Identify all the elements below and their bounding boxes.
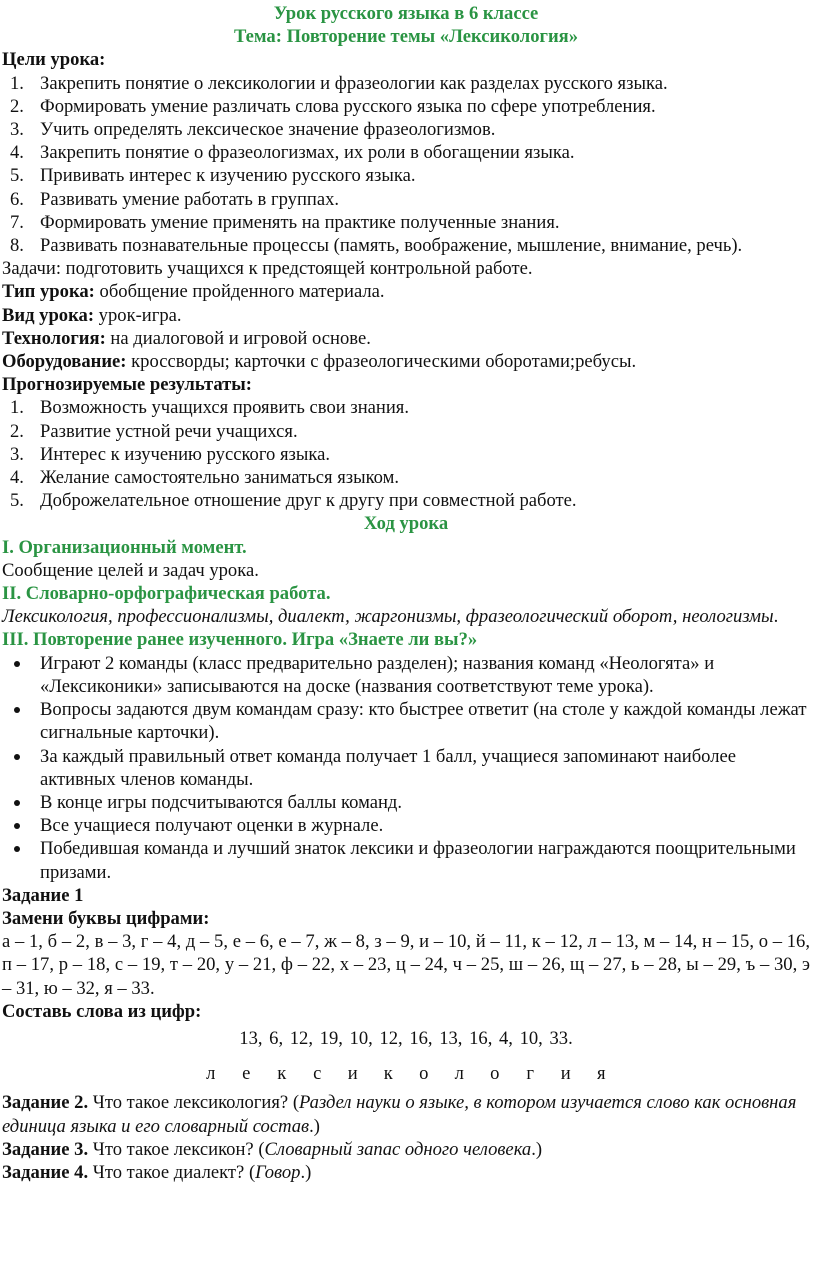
answer-letter: о: [490, 1063, 500, 1085]
answer-letter: и: [347, 1063, 358, 1085]
list-item: 5. Прививать интерес к изучению русского языка.: [10, 165, 416, 187]
list-item: 3. Интерес к изучению русского языка.: [10, 443, 330, 465]
list-item: Победившая команда и лучший знаток лексики и фразеологии награждаются поощрительными призами.: [2, 837, 810, 883]
list-item: 2. Формировать умение различать слова русского языка по сфере употребления.: [10, 95, 656, 117]
list-item: 7. Формировать умение применять на практике полученные знания.: [10, 211, 560, 233]
task-4: Задание 4. Что такое диалект? (Говор.): [2, 1161, 312, 1183]
list-item: 8. Развивать познавательные процессы (память, воображение, мышление, внимание, речь).: [10, 235, 743, 257]
results-heading: Прогнозируемые результаты:: [2, 374, 252, 396]
letter-codes: а – 1, б – 2, в – 3, г – 4, д – 5, е – 6, е – 7, ж – 8, з – 9, и – 10, й – 11, к – 12, л – 13, м – 14, н – 15, о – 16, п – 17, р – 18, с – 19, т – 20, у – 21, ф – 22, х – 23, ц – 24, ч – 25, ш – 26, щ – 27, ь – 28, ы – 29, ъ – 30, э – 31, ю – 32, я – 33.: [2, 931, 810, 999]
section-2-heading: II. Словарно-орфографическая работа.: [2, 583, 331, 605]
list-item: 1. Закрепить понятие о лексикологии и фразеологии как разделах русского языка.: [10, 72, 668, 94]
task-1-heading: Задание 1: [2, 884, 84, 906]
task-3: Задание 3. Что такое лексикон? (Словарный запас одного человека.): [2, 1138, 543, 1160]
answer-letter: л: [206, 1063, 216, 1085]
list-item: 2. Развитие устной речи учащихся.: [10, 420, 298, 442]
list-item: 4. Закрепить понятие о фразеологизмах, их роли в обогащении языка.: [10, 142, 575, 164]
lesson-topic: Тема: Повторение темы «Лексикология»: [233, 26, 579, 48]
equipment: Оборудование: кроссворды; карточки с фразеологическими оборотами;ребусы.: [2, 351, 637, 373]
answer-letter: г: [526, 1063, 535, 1085]
answer-letters: [2, 1062, 810, 1085]
lesson-kind: Вид урока: урок-игра.: [2, 304, 182, 326]
course-heading: Ход урока: [363, 513, 449, 535]
digit-sequence: 13, 6, 12, 19, 10, 12, 16, 13, 16, 4, 10, 33.: [239, 1027, 573, 1049]
lesson-type: Тип урока: обобщение пройденного материала.: [2, 281, 385, 303]
list-item: Играют 2 команды (класс предварительно разделен); названия команд «Неологята» и «Лексиконики» записываются на доске (названия соответствуют теме урока).: [2, 652, 810, 698]
list-item: За каждый правильный ответ команда получает 1 балл, учащиеся запоминают наиболее активных членов команды.: [2, 745, 810, 791]
tasks-line: Задачи: подготовить учащихся к предстоящей контрольной работе.: [2, 258, 533, 280]
list-item: Вопросы задаются двум командам сразу: кто быстрее ответит (на столе у каждой команды лежат сигнальные карточки).: [2, 698, 810, 744]
technology: Технология: на диалоговой и игровой основе.: [2, 327, 371, 349]
list-item: В конце игры подсчитываются баллы команд.: [2, 791, 810, 814]
results-list: [2, 396, 810, 512]
answer-letter: к: [277, 1063, 287, 1085]
answer-letter: л: [454, 1063, 464, 1085]
task-1-sub-heading-2: Составь слова из цифр:: [2, 1000, 202, 1022]
section-1-heading: I. Организационный момент.: [2, 536, 247, 558]
document-page: [0, 2, 814, 1184]
list-item: 1. Возможность учащихся проявить свои знания.: [10, 397, 410, 419]
answer-letter: к: [383, 1063, 393, 1085]
list-item: 3. Учить определять лексическое значение фразеологизмов.: [10, 119, 496, 141]
section-2-text: Лексикология, профессионализмы, диалект, жаргонизмы, фразеологический оборот, неологизмы.: [2, 606, 779, 628]
section-3-heading: III. Повторение ранее изученного. Игра «Знаете ли вы?»: [2, 629, 478, 651]
answer-letter: с: [313, 1063, 322, 1085]
list-item: 5. Доброжелательное отношение друг к другу при совместной работе.: [10, 490, 577, 512]
answer-letter: и: [560, 1063, 571, 1085]
game-rules-list: [2, 652, 810, 884]
list-item: Все учащиеся получают оценки в журнале.: [2, 814, 810, 837]
goals-heading: Цели урока:: [2, 49, 106, 71]
task-1-sub-heading: Замени буквы цифрами:: [2, 907, 210, 929]
answer-letter: о: [419, 1063, 429, 1085]
goals-list: [2, 72, 810, 258]
answer-letter: е: [242, 1063, 251, 1085]
list-item: 6. Развивать умение работать в группах.: [10, 188, 340, 210]
lesson-title: Урок русского языка в 6 классе: [273, 3, 539, 24]
list-item: 4. Желание самостоятельно заниматься языком.: [10, 467, 400, 489]
answer-letter: я: [596, 1063, 606, 1085]
section-1-text: Сообщение целей и задач урока.: [2, 559, 259, 581]
task-2: Задание 2. Что такое лексикология? (Раздел науки о языке, в котором изучается слово как основная единица языка и его словарный состав.): [2, 1092, 797, 1137]
